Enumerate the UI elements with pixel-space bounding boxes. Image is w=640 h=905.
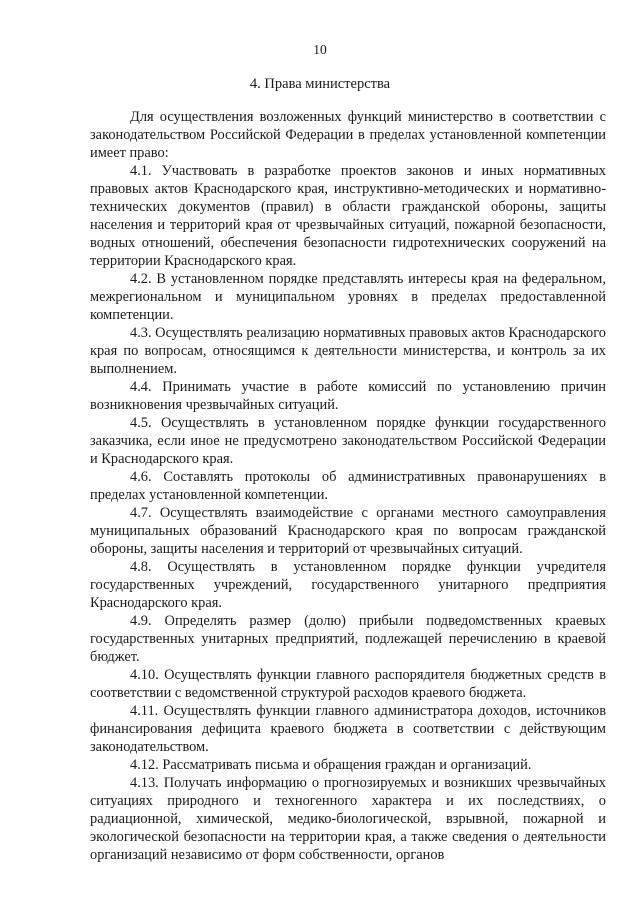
paragraph-4-2: 4.2. В установленном порядке представлять интересы края на федеральном, межрегиональном и муниципальном уровнях в пределах предоставленной компетенции. (90, 271, 606, 323)
paragraph-intro: Для осуществления возложенных функций министерство в соответствии с законодательством Российской Федерации в пределах установленной компетенции имеет право: (90, 109, 606, 161)
paragraph-4-7: 4.7. Осуществлять взаимодействие с органами местного самоуправления муниципальных образований Краснодарского края по вопросам гражданской обороны, защиты населения и территорий от чрезвычайных ситуаций. (90, 505, 606, 557)
paragraph-4-4: 4.4. Принимать участие в работе комиссий по установлению причин возникновения чрезвычайных ситуаций. (90, 379, 606, 413)
paragraph-4-6: 4.6. Составлять протоколы об административных правонарушениях в пределах установленной компетенции. (90, 469, 606, 503)
paragraph-4-5: 4.5. Осуществлять в установленном порядке функции государственного заказчика, если иное не предусмотрено законодательством Российской Федерации и Краснодарского края. (90, 415, 606, 467)
paragraph-4-1: 4.1. Участвовать в разработке проектов законов и иных нормативных правовых актов Краснодарского края, инструктивно-методических и нормативно-технических документов (правил) в области гражданской обороны, защиты населения и территорий края от чрезвычайных ситуаций, пожарной безопасности, водных отношений, обеспечения безопасности гидротехнических сооружений на территории Краснодарского края. (90, 163, 606, 269)
paragraph-4-10: 4.10. Осуществлять функции главного распорядителя бюджетных средств в соответствии с ведомственной структурой расходов краевого бюджета. (90, 667, 606, 701)
paragraph-4-9: 4.9. Определять размер (долю) прибыли подведомственных краевых государственных унитарных предприятий, подлежащей перечислению в краевой бюджет. (90, 613, 606, 665)
paragraph-4-3: 4.3. Осуществлять реализацию нормативных правовых актов Краснодарского края по вопросам, относящимся к деятельности министерства, и контроль за их выполнением. (90, 325, 606, 377)
document-body (90, 108, 606, 864)
paragraph-4-8: 4.8. Осуществлять в установленном порядке функции учредителя государственных учреждений, государственного унитарного предприятия Краснодарского края. (90, 559, 606, 611)
paragraph-4-13: 4.13. Получать информацию о прогнозируемых и возникших чрезвычайных ситуациях природного и техногенного характера и их последствиях, о радиационной, химической, медико-биологической, взрывной, пожарной и экологической безопасности на территории края, а также сведения о деятельности организаций независимо от форм собственности, органов (90, 775, 606, 863)
paragraph-4-12: 4.12. Рассматривать письма и обращения граждан и организаций. (130, 757, 532, 773)
section-title: 4. Права министерства (249, 76, 391, 92)
page-number: 10 (313, 42, 327, 57)
paragraph-4-11: 4.11. Осуществлять функции главного администратора доходов, источников финансирования дефицита краевого бюджета в соответствии с действующим законодательством. (90, 703, 606, 755)
